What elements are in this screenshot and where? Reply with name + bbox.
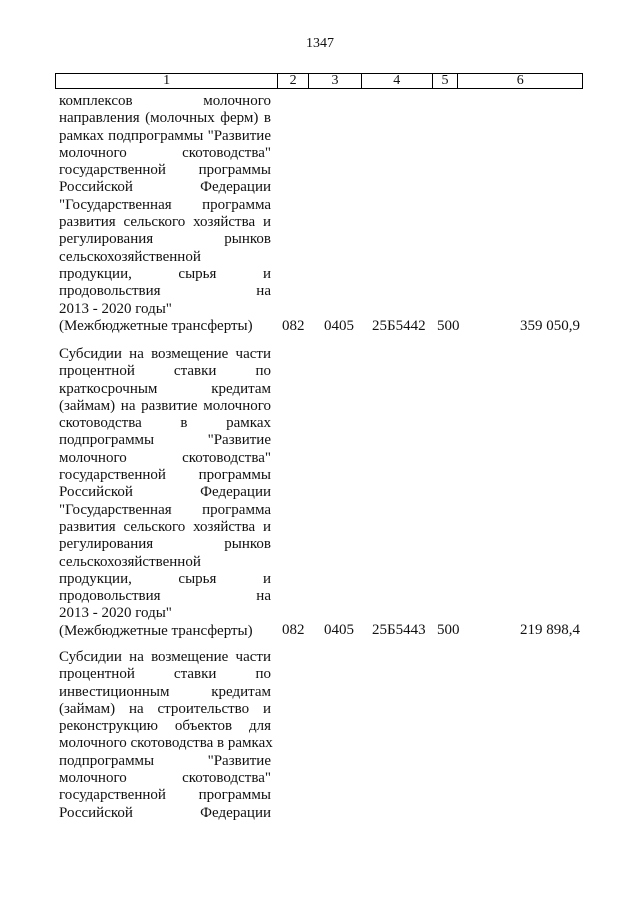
row-1-section: 0405 (324, 318, 354, 334)
row-2-line: краткосрочным кредитам (59, 380, 271, 397)
header-col-1: 1 (56, 74, 278, 88)
row-3-line: Российской Федерации (59, 804, 271, 821)
row-3-line: реконструкцию объектов для (59, 718, 271, 735)
row-1-grbs: 082 (282, 318, 305, 334)
row-3-line: процентной ставки по (59, 666, 271, 683)
row-1-line: рамках подпрограммы "Развитие (59, 127, 271, 144)
row-2-line: (займам) на развитие молочного (59, 397, 271, 414)
row-3-line: государственной программы (59, 787, 271, 804)
row-1-vr: 500 (437, 318, 460, 334)
row-1-line: развития сельского хозяйства и (59, 214, 271, 231)
row-2-line: продукции, сырья и (59, 570, 271, 587)
row-1-line: сельскохозяйственной (59, 248, 201, 265)
row-1-target: 25Б5442 (372, 318, 426, 334)
row-3-line: Субсидии на возмещение части (59, 649, 271, 665)
row-2-vr: 500 (437, 622, 460, 638)
row-1-line: (Межбюджетные трансферты) (59, 317, 253, 334)
row-3-line: молочного скотоводства" (59, 770, 271, 787)
row-3-line: инвестиционным кредитам (59, 683, 271, 700)
row-1-line: государственной программы (59, 162, 271, 179)
row-2-line: молочного скотоводства" (59, 449, 271, 466)
row-1-line: продукции, сырья и (59, 265, 271, 282)
row-1-line: "Государственная программа (59, 196, 271, 213)
row-2-line: регулирования рынков (59, 536, 271, 553)
table-header-row (55, 73, 583, 89)
row-2-amount: 219 898,4 (520, 622, 580, 638)
row-2-line: продовольствия на (59, 588, 271, 605)
row-2-line: развития сельского хозяйства и (59, 518, 271, 535)
row-1-line: 2013 - 2020 годы" (59, 300, 172, 317)
header-col-5: 5 (433, 74, 459, 88)
row-2-line: подпрограммы "Развитие (59, 432, 271, 449)
row-2-target: 25Б5443 (372, 622, 426, 638)
row-3-line: (займам) на строительство и (59, 700, 271, 717)
row-2-line: сельскохозяйственной (59, 553, 201, 570)
row-2-line: скотоводства в рамках (59, 415, 271, 432)
header-col-2: 2 (278, 74, 309, 88)
row-2-line: Субсидии на возмещение части (59, 346, 271, 362)
row-3-line: подпрограммы "Развитие (59, 752, 271, 769)
row-1-line: направления (молочных ферм) в (59, 110, 271, 127)
row-1-line: регулирования рынков (59, 231, 271, 248)
row-2-line: 2013 - 2020 годы" (59, 605, 172, 622)
row-1-line: продовольствия на (59, 283, 271, 300)
row-1-amount: 359 050,9 (520, 318, 580, 334)
row-2-line: государственной программы (59, 467, 271, 484)
header-col-6: 6 (516, 73, 524, 88)
row-1-description (59, 93, 271, 335)
row-1-line: комплексов молочного (59, 93, 271, 109)
row-1-line: Российской Федерации (59, 179, 271, 196)
header-col-4: 4 (362, 74, 433, 88)
row-3-description (59, 649, 271, 822)
row-2-line: процентной ставки по (59, 363, 271, 380)
row-1-line: молочного скотоводства" (59, 144, 271, 161)
row-3-line: молочного скотоводства в рамках (59, 735, 273, 752)
row-2-grbs: 082 (282, 622, 305, 638)
row-2-section: 0405 (324, 622, 354, 638)
header-col-3: 3 (309, 74, 362, 88)
page-number: 1347 (306, 36, 334, 51)
row-2-line: "Государственная программа (59, 501, 271, 518)
row-2-description (59, 346, 271, 640)
row-2-line: Российской Федерации (59, 484, 271, 501)
row-2-line: (Межбюджетные трансферты) (59, 622, 253, 639)
